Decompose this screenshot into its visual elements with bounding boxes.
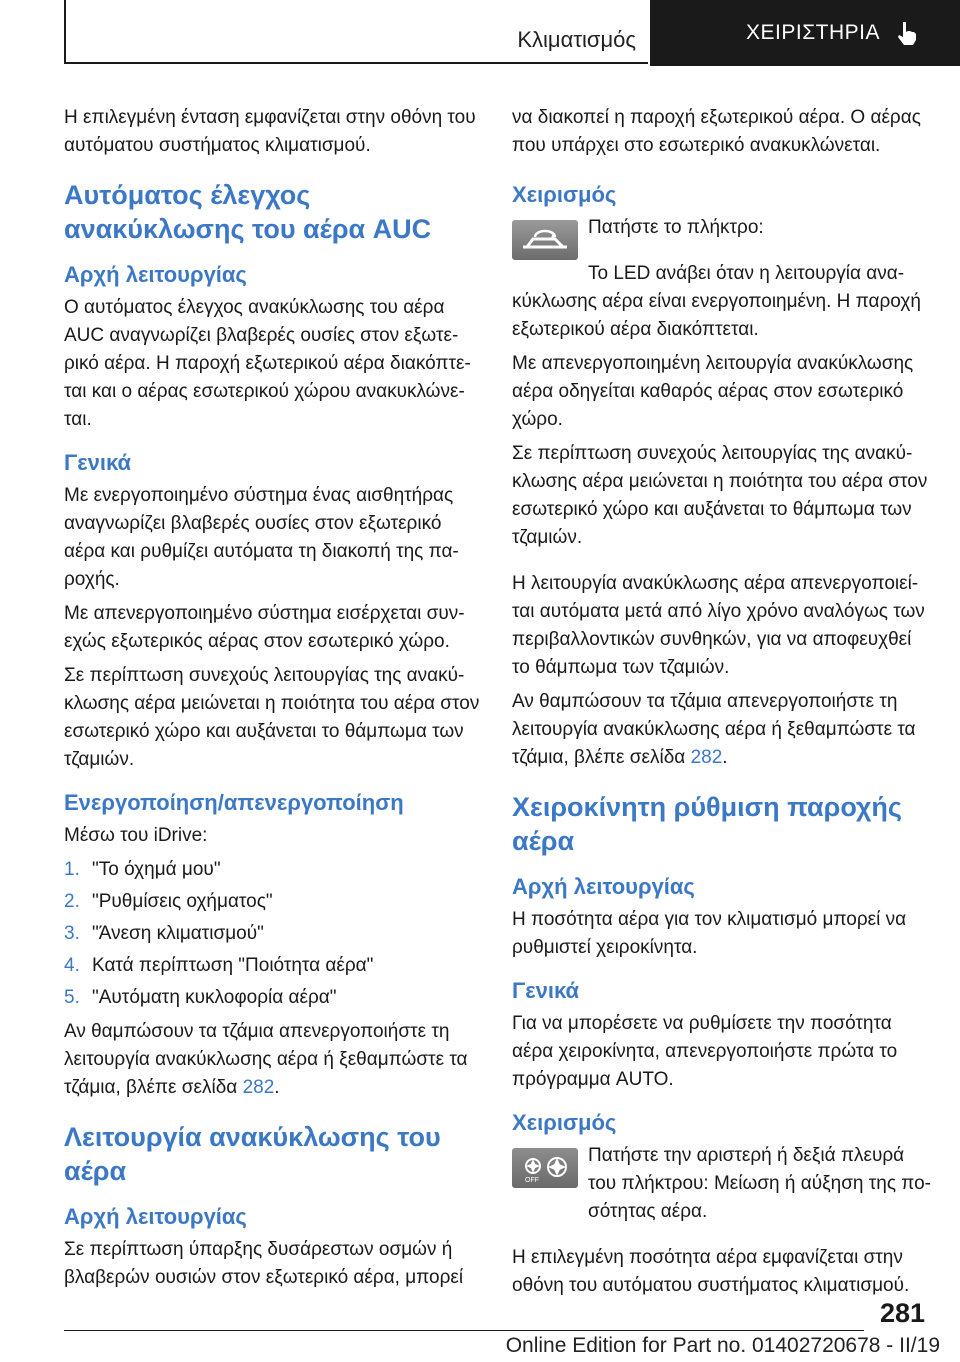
header-section-title: Κλιματισμός [517,27,636,52]
header-chapter-tab [650,0,960,66]
footer-edition: Online Edition for Part no. 01402720678 - II/19 [505,1334,940,1357]
heading-manual-airflow: Χειροκίνητη ρύθμιση παροχής αέρα [512,792,902,856]
paragraph-auto-off: Η λειτουργία ανακύκλωσης αέρα απενεργοποιεί-ται αυτόματα μετά από λίγο χρόνο αναλόγως των περιβαλλοντικών συνθηκών, για να αποφευχθεί το θάμπωμα των τζαμιών. [512,573,925,678]
heading-principle-3: Αρχή λειτουργίας [512,874,695,899]
recirculation-button-icon [512,220,578,260]
paragraph-fog-left: Αν θαμπώσουν τα τζάμια απενεργοποιήστε τη λειτουργία ανακύκλωσης αέρα ή ξεθαμπώστε τα τζάμια, βλέπε σελίδα 282. [64,1021,468,1098]
paragraph-display: Η επιλεγμένη ποσότητα αέρα εμφανίζεται στην οθόνη του αυτόματου συστήματος κλιματισμού. [512,1247,910,1296]
page-number: 281 [880,1298,926,1328]
footer-rule [64,1330,864,1331]
paragraph-general-1b: Με απενεργοποιημένο σύστημα εισέρχεται συν-εχώς εξωτερικός αέρας στον εσωτερικό χώρο. [64,603,465,652]
paragraph-principle-1: Ο αυτόματος έλεγχος ανακύκλωσης του αέρα AUC αναγνωρίζει βλαβερές ουσίες στον εξωτε-ρικό αέρα. Η παροχή εξωτερικού αέρα διακόπτε-ται και ο αέρας εσωτερικού χώρου ανακυκλώνε-ται. [64,297,471,430]
paragraph-continuation: να διακοπεί η παροχή εξωτερικού αέρα. Ο αέρας που υπάρχει στο εσωτερικό ανακυκλώνεται. [512,107,921,156]
heading-principle-1: Αρχή λειτουργίας [64,262,247,287]
header-rule-left [64,0,66,64]
header-chapter-title: ΧΕΙΡΙΣΤΗΡΙΑ [746,21,881,44]
paragraph-press-button-1: Πατήστε το πλήκτρο: [588,217,764,238]
right-column [512,104,932,1306]
heading-principle-2: Αρχή λειτουργίας [64,1204,247,1229]
heading-operation-2: Χειρισμός [512,1110,617,1135]
paragraph-via-idrive: Μέσω του iDrive: [64,825,208,846]
list-item: 4. Κατά περίπτωση "Ποιότητα αέρα" [64,955,374,976]
heading-recirculation: Λειτουργία ανακύκλωσης του αέρα [64,1122,441,1186]
paragraph-principle-3: Η ποσότητα αέρα για τον κλιματισμό μπορεί να ρυθμιστεί χειροκίνητα. [512,909,907,958]
paragraph-general-2: Για να μπορέσετε να ρυθμίσετε την ποσότητα αέρα χειροκίνητα, απενεργοποιήστε πρώτα το πρόγραμμα AUTO. [512,1013,898,1090]
heading-activate: Ενεργοποίηση/απενεργοποίηση [64,790,404,815]
list-item: 2. "Ρυθμίσεις οχήματος" [64,891,273,912]
paragraph-press-button-2: Πατήστε την αριστερή ή δεξιά πλευρά του πλήκτρου: Μείωση ή αύξηση της πο-σότητας αέρα. [588,1145,932,1222]
heading-general-2: Γενικά [512,978,580,1003]
fan-button-icon [512,1148,578,1188]
svg-text:OFF: OFF [525,1177,539,1184]
paragraph-fog-right: Αν θαμπώσουν τα τζάμια απενεργοποιήστε τη λειτουργία ανακύκλωσης αέρα ή ξεθαμπώστε τα τζάμια, βλέπε σελίδα 282. [512,691,916,768]
list-item: 1. "Το όχημά μου" [64,859,221,880]
idrive-steps-list [64,856,484,1012]
list-item: 3. "Άνεση κλιματισμού" [64,923,264,944]
recirculation-button-row [512,214,932,260]
paragraph-continuous-operation: Σε περίπτωση συνεχούς λειτουργίας της ανακύ-κλωσης αέρα μειώνεται η ποιότητα του αέρα στον εσωτερικό χώρο και αυξάνεται το θάμπωμα των τζαμιών. [512,443,928,548]
page-reference-link[interactable]: 282 [242,1077,275,1098]
left-column [64,104,484,1298]
pointing-hand-icon [894,20,920,46]
fan-button-row [512,1142,932,1232]
page-reference-link[interactable]: 282 [690,747,723,768]
heading-auc: Αυτόματος έλεγχος ανακύκλωσης του αέρα AUC [64,180,432,244]
heading-operation-1: Χειρισμός [512,182,617,207]
list-item: 5. "Αυτόματη κυκλοφορία αέρα" [64,987,337,1008]
paragraph-led: Το LED ανάβει όταν η λειτουργία ανα-κύκλωσης αέρα είναι ενεργοποιημένη. Η παροχή εξωτερικού αέρα διακόπτεται. [512,263,921,340]
intro-paragraph: Η επιλεγμένη ένταση εμφανίζεται στην οθόνη του αυτόματου συστήματος κλιματισμού. [64,107,476,156]
paragraph-general-1c: Σε περίπτωση συνεχούς λειτουργίας της ανακύ-κλωσης αέρα μειώνεται η ποιότητα του αέρα στον εσωτερικό χώρο και αυξάνεται το θάμπωμα των τζαμιών. [64,665,480,770]
paragraph-general-1a: Με ενεργοποιημένο σύστημα ένας αισθητήρας αναγνωρίζει βλαβερές ουσίες στον εξωτερικό αέρα και ρυθμίζει αυτόματα τη διακοπή της πα-ροχής. [64,485,459,590]
paragraph-principle-2: Σε περίπτωση ύπαρξης δυσάρεστων οσμών ή βλαβερών ουσιών στον εξωτερικό αέρα, μπορεί [64,1239,464,1288]
header-rule-bottom [64,62,648,64]
paragraph-deactivated: Με απενεργοποιημένη λειτουργία ανακύκλωσης αέρα οδηγείται καθαρός αέρας στον εσωτερικό χώρο. [512,353,914,430]
heading-general-1: Γενικά [64,450,132,475]
